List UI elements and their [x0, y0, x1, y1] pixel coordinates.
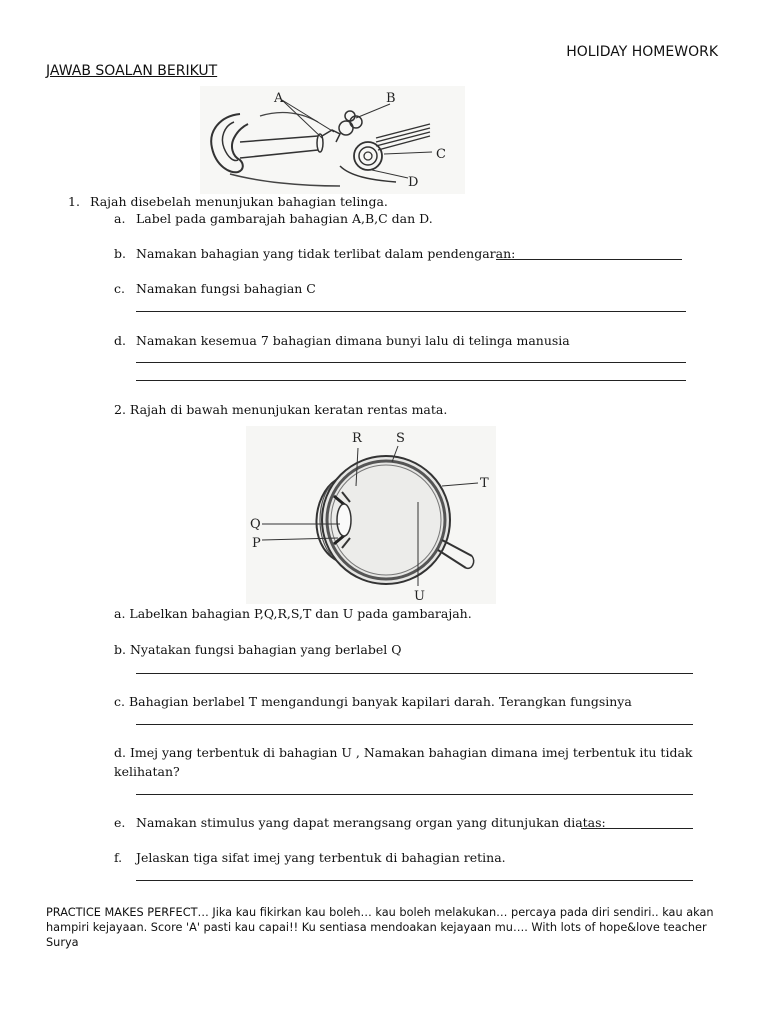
eye-label-t: T — [480, 476, 489, 491]
q1d-letter: d. — [114, 333, 126, 348]
q1d-answer-line-1[interactable] — [136, 362, 686, 363]
q2e-text: Namakan stimulus yang dapat merangsang organ yang ditunjukan diatas: — [136, 815, 606, 830]
ear-label-c: C — [436, 147, 446, 162]
q1b-letter: b. — [114, 246, 126, 261]
q1d-answer-line-2[interactable] — [136, 380, 686, 381]
q2c-answer-line[interactable] — [136, 724, 693, 725]
eye-label-s: S — [396, 431, 405, 446]
ear-label-d: D — [408, 175, 419, 190]
q2e-letter: e. — [114, 815, 126, 830]
eye-label-r: R — [352, 431, 362, 446]
eye-label-p: P — [252, 536, 261, 551]
ear-label-b: B — [386, 91, 396, 106]
q2d-text-line2: kelihatan? — [114, 764, 180, 779]
q2f-letter: f. — [114, 850, 123, 865]
q2e-answer-line[interactable] — [581, 828, 693, 829]
q2f-text: Jelaskan tiga sifat imej yang terbentuk di bahagian retina. — [136, 850, 506, 865]
q2-stem: 2. Rajah di bawah menunjukan keratan rentas mata. — [114, 402, 448, 417]
q2c-text: c. Bahagian berlabel T mengandungi banyak kapilari darah. Terangkan fungsinya — [114, 694, 632, 709]
ear-diagram — [200, 86, 465, 194]
q1a-letter: a. — [114, 211, 126, 226]
q2a-text: a. Labelkan bahagian P,Q,R,S,T dan U pada gambarajah. — [114, 606, 472, 621]
q1b-answer-line[interactable] — [496, 259, 682, 260]
q1c-letter: c. — [114, 281, 125, 296]
header-title-right: HOLIDAY HOMEWORK — [566, 44, 718, 60]
q2b-answer-line[interactable] — [136, 673, 693, 674]
q1c-answer-line[interactable] — [136, 311, 686, 312]
q1c-text: Namakan fungsi bahagian C — [136, 281, 316, 296]
ear-label-a: A — [274, 91, 284, 106]
q1-number: 1. — [68, 194, 80, 209]
q2d-answer-line[interactable] — [136, 794, 693, 795]
q1a-text: Label pada gambarajah bahagian A,B,C dan D. — [136, 211, 433, 226]
footer-message: PRACTICE MAKES PERFECT… Jika kau fikirkan kau boleh… kau boleh melakukan… percaya pada diri sendiri.. kau akan hampiri kejayaan. Score 'A' pasti kau capai!! Ku sentiasa mendoakan kejayaan mu…. With lots of hope&love teacher Surya — [46, 906, 714, 949]
q1d-text: Namakan kesemua 7 bahagian dimana bunyi lalu di telinga manusia — [136, 333, 570, 348]
q2f-answer-line[interactable] — [136, 880, 693, 881]
eye-label-u: U — [414, 589, 425, 604]
eye-diagram — [246, 426, 496, 604]
q2b-text: b. Nyatakan fungsi bahagian yang berlabel Q — [114, 642, 402, 657]
q1-stem: Rajah disebelah menunjukan bahagian telinga. — [90, 194, 388, 209]
q1b-text: Namakan bahagian yang tidak terlibat dalam pendengaran: — [136, 246, 516, 261]
q2d-text-line1: d. Imej yang terbentuk di bahagian U , Namakan bahagian dimana imej terbentuk itu tidak — [114, 745, 693, 760]
eye-label-q: Q — [250, 517, 261, 532]
header-title-left: JAWAB SOALAN BERIKUT — [46, 63, 218, 79]
